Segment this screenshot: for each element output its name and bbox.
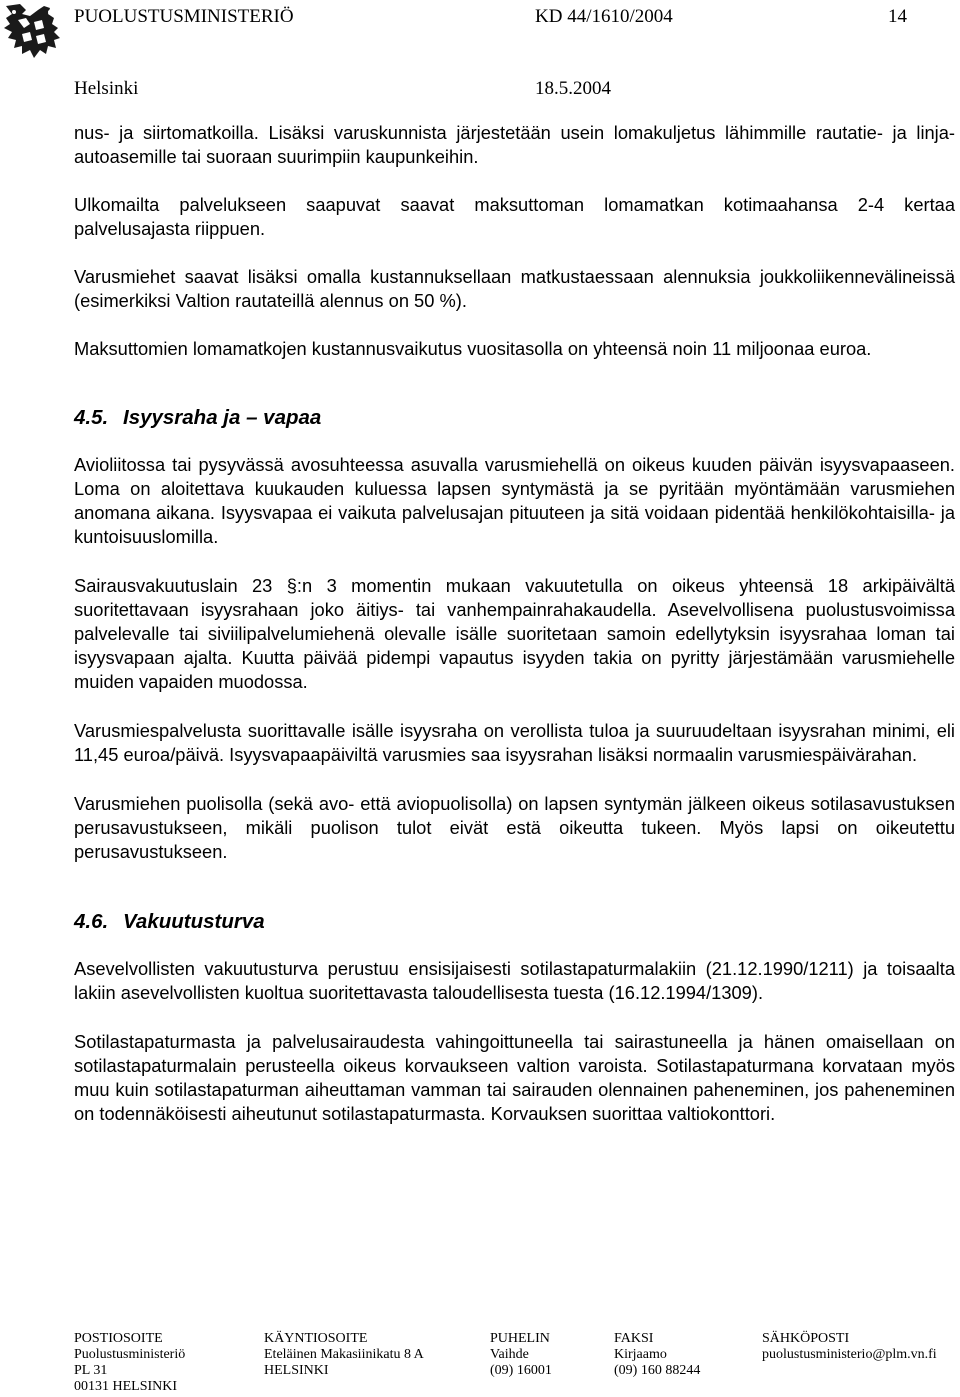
footer-postal-address (74, 1331, 185, 1395)
footer-line: PL 31 (74, 1363, 108, 1378)
paragraph: nus- ja siirtomatkoilla. Lisäksi varuskunnista järjestetään usein lomakuljetus lähimmille rautatie- ja linja-autoasemille tai suoraan suurimpiin kaupunkeihin. (74, 122, 955, 167)
footer-phone (490, 1331, 552, 1379)
footer-heading: KÄYNTIOSOITE (264, 1331, 368, 1346)
paragraph: Asevelvollisten vakuutusturva perustuu ensisijaisesti sotilastapaturmalakiin (21.12.1990/1211) ja toisaalta lakiin asevelvollisten kuoltua suoritettavasta taloudellisesta tuesta (16.12.1994/1309). (74, 958, 955, 1003)
footer-heading: PUHELIN (490, 1331, 550, 1346)
paragraph: Avioliitossa tai pysyvässä avosuhteessa asuvalla varusmiehellä on oikeus kuuden päivän isyysvapaaseen. Loma on aloitettava kuukauden kuluessa lapsen syntymästä ja se pyritään myöntämään varusmiehen anomana aikana. Isyysvapaa ei vaikuta palvelusajan pituuteen ja sitä voidaan pidentää henkilökohtaisilla- ja kuntoisuuslomilla. (74, 454, 955, 547)
header-city: Helsinki (74, 78, 139, 99)
footer-email-address: puolustusministerio@plm.vn.fi (762, 1347, 937, 1362)
footer-line: 00131 HELSINKI (74, 1379, 178, 1394)
ministry-name: PUOLUSTUSMINISTERIÖ (74, 6, 294, 27)
header-date: 18.5.2004 (535, 78, 611, 99)
paragraph: Sotilastapaturmasta ja palvelusairaudesta vahingoittuneella tai sairastuneella ja hänen omaisellaan on sotilastapaturmalain perusteella oikeus korvaukseen valtion varoista. Sotilastapaturmana korvataan myös muu kuin sotilastapaturman aiheuttaman vamman tai sairauden olennainen paheneminen, jos paheneminen on todennäköisesti aiheutunut sotilastapaturmasta. Korvauksen suorittaa valtiokonttori. (74, 1031, 955, 1124)
paragraph: Sairausvakuutuslain 23 §:n 3 momentin mukaan vakuutetulla on oikeus yhteensä 18 arkipäivältä suoritettavaan isyysrahaan joko äitiys- tai vanhempainrahakaudella. Asevelvollisena puolustusvoimissa palvelevalle tai siviilipalvelumiehenä olevalle isälle suoritetaan samoin edellytyksin isyysrahaa loman tai isyysvapaan ajalta. Kuutta päivää pidempi vapautus isyyden takia on pyritty järjestämään varusmiehelle muiden vapaiden muodossa. (74, 575, 955, 692)
document-reference: KD 44/1610/2004 (535, 6, 673, 27)
footer-heading: POSTIOSOITE (74, 1331, 163, 1346)
footer-line: HELSINKI (264, 1363, 329, 1378)
document-body (74, 121, 955, 1126)
footer-fax (614, 1331, 700, 1379)
page-number: 14 (888, 6, 907, 27)
footer-visiting-address (264, 1331, 424, 1379)
paragraph: Ulkomailta palvelukseen saapuvat saavat maksuttoman lomamatkan kotimaahansa 2-4 kertaa palvelusajasta riippuen. (74, 194, 955, 239)
footer-heading: FAKSI (614, 1331, 654, 1346)
section-heading-4-5 (74, 406, 955, 430)
footer-line: Puolustusministeriö (74, 1347, 186, 1362)
paragraph: Varusmiehet saavat lisäksi omalla kustannuksellaan matkustaessaan alennuksia joukkoliikennevälineissä (esimerkiksi Valtion rautateillä alennus on 50 %). (74, 266, 955, 311)
section-title: Isyysraha ja – vapaa (123, 406, 322, 429)
section-heading-4-6 (74, 910, 955, 934)
coat-of-arms-logo (0, 0, 66, 66)
footer-email (762, 1331, 937, 1363)
section-number: 4.6. (74, 910, 109, 933)
footer-line: Vaihde (490, 1347, 529, 1362)
section-number: 4.5. (74, 406, 109, 429)
section-title: Vakuutusturva (123, 910, 265, 933)
paragraph: Maksuttomien lomamatkojen kustannusvaikutus vuositasolla on yhteensä noin 11 miljoonaa euroa. (74, 338, 872, 359)
footer-line: (09) 16001 (490, 1363, 552, 1378)
footer-heading: SÄHKÖPOSTI (762, 1331, 850, 1346)
footer-line: Kirjaamo (614, 1347, 667, 1362)
footer-line: Eteläinen Makasiinikatu 8 A (264, 1347, 424, 1362)
footer-line: (09) 160 88244 (614, 1363, 701, 1378)
paragraph: Varusmiespalvelusta suorittavalle isälle isyysraha on verollista tuloa ja suuruudeltaan isyysrahan minimi, eli 11,45 euroa/päivä. Isyysvapaapäiviltä varusmies saa isyysrahan lisäksi normaalin varusmiespäivärahan. (74, 720, 955, 765)
paragraph: Varusmiehen puolisolla (sekä avo- että aviopuolisolla) on lapsen syntymän jälkeen oikeus sotilasavustuksen perusavustukseen, mikäli puolison tulot eivät estä oikeutta tukeen. Myös lapsi on oikeutettu perusavustukseen. (74, 793, 955, 862)
